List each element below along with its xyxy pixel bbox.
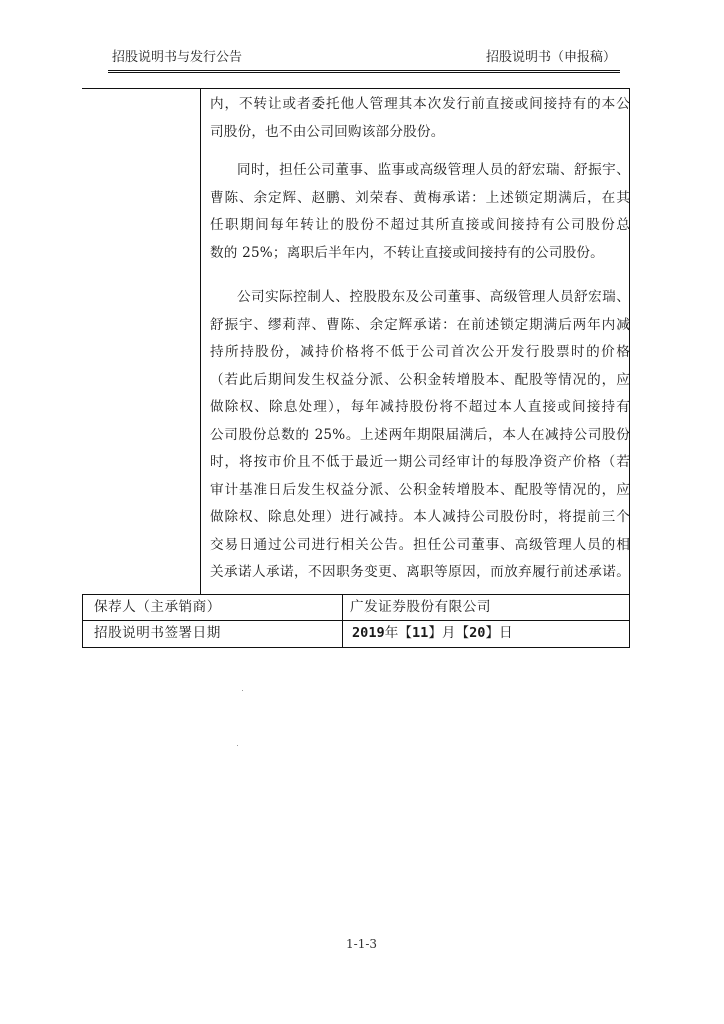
- table-inner-divider: [342, 594, 343, 648]
- paragraph-line: 持所持股份，减持价格将不低于公司首次公开发行股票时的价格: [210, 344, 630, 360]
- commitment-paragraph-1: [210, 91, 630, 146]
- month-suffix: 】月: [428, 625, 456, 641]
- paragraph-line: 交易日通过公司进行相关公告。担任公司董事、高级管理人员的相: [210, 536, 630, 553]
- commitment-paragraph-3: [210, 284, 630, 587]
- table-row-rule: [82, 594, 630, 595]
- table-column-divider: [200, 88, 201, 594]
- scan-speck: [237, 745, 238, 746]
- year-suffix: 年: [384, 625, 399, 641]
- sponsor-label: 保荐人（主承销商）: [94, 599, 221, 615]
- header-rule-second: [108, 72, 620, 73]
- running-header-left: 招股说明书与发行公告: [112, 50, 243, 65]
- paragraph-line: 公司实际控制人、控股股东及公司董事、高级管理人员舒宏瑞、: [237, 289, 630, 305]
- paragraph-line: 审计基准日后发生权益分派、公积金转增股本、配股等情况的，应: [210, 481, 630, 498]
- scan-speck: [242, 690, 243, 691]
- paragraph-line: 内，不转让或者委托他人管理其本次发行前直接或间接持有的本公: [210, 96, 630, 112]
- table-left-border: [82, 594, 83, 648]
- paragraph-line: 做除权、除息处理），每年减持股份将不超过本人直接或间接持有: [210, 399, 630, 415]
- month-bracket-open: 【: [398, 625, 412, 641]
- paragraph-line: 司股份，也不由公司回购该部分股份。: [210, 123, 445, 140]
- table-top-rule: [82, 88, 630, 89]
- signing-day: 20: [469, 625, 486, 641]
- sponsor-value: 广发证券股份有限公司: [350, 599, 491, 615]
- signing-date-label: 招股说明书签署日期: [94, 625, 221, 641]
- paragraph-line: 数的 25%；离职后半年内，不转让直接或间接持有的公司股份。: [210, 244, 604, 261]
- table-bottom-rule: [82, 647, 630, 648]
- paragraph-line: 任职期间每年转让的股份不超过其所直接或间接持有公司股份总: [210, 217, 630, 233]
- paragraph-line: 同时，担任公司董事、监事或高级管理人员的舒宏瑞、舒振宇、: [237, 162, 630, 178]
- paragraph-line: 时，将按市价且不低于最近一期公司经审计的每股净资产价格（若: [210, 454, 630, 470]
- paragraph-line: 做除权、除息处理）进行减持。本人减持公司股份时，将提前三个: [210, 509, 630, 525]
- signing-month: 11: [411, 625, 429, 641]
- day-bracket-open: 【: [455, 625, 470, 641]
- paragraph-line: （若此后期间发生权益分派、公积金转增股本、配股等情况的，应: [210, 371, 630, 388]
- table-row-rule: [82, 620, 630, 621]
- signing-year: 2019: [352, 625, 385, 641]
- commitment-paragraph-2: [210, 157, 630, 267]
- day-suffix: 】日: [485, 625, 513, 641]
- paragraph-line: 舒振宇、缪莉萍、曹陈、余定辉承诺：在前述锁定期满后两年内减: [210, 316, 630, 333]
- signing-date-value: [352, 624, 513, 642]
- page-number: 1-1-3: [346, 937, 378, 951]
- running-header-right: 招股说明书（申报稿）: [486, 50, 617, 65]
- paragraph-line: 公司股份总数的 25%。上述两年期限届满后，本人在减持公司股份: [210, 426, 630, 443]
- header-rule: [108, 70, 620, 71]
- paragraph-line: 关承诺人承诺，不因职务变更、离职等原因，而放弃履行前述承诺。: [210, 564, 630, 580]
- paragraph-line: 曹陈、余定辉、赵鹏、刘荣春、黄梅承诺：上述锁定期满后，在其: [210, 189, 630, 206]
